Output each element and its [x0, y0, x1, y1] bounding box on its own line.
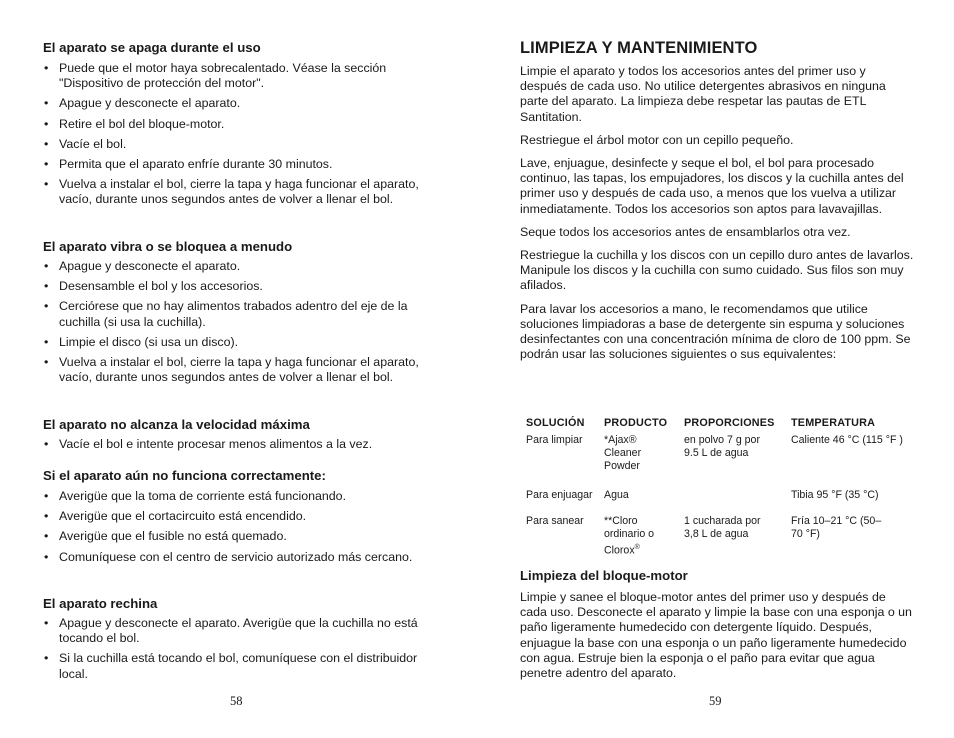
cleaning-solutions-table — [526, 414, 916, 558]
list-item: • Permita que el aparato enfríe durante 30 minutos. — [43, 157, 435, 172]
section-apaga — [43, 40, 435, 208]
subsection-heading: Limpieza del bloque-motor — [520, 568, 688, 583]
page-title: LIMPIEZA Y MANTENIMIENTO — [520, 39, 758, 57]
right-page — [520, 0, 915, 738]
table-cell-text: **Cloro ordinario o Clorox — [604, 515, 655, 557]
table-row — [526, 515, 916, 558]
list-item: • Desensamble el bol y los accesorios. — [43, 279, 435, 294]
table-cell — [604, 515, 684, 558]
paragraph: Seque todos los accesorios antes de ensamblarlos otra vez. — [520, 224, 851, 239]
list-item: • Vuelva a instalar el bol, cierre la tapa y haga funcionar el aparato, vacío, durante unos segundos antes de volver a llenar el bol. — [43, 177, 435, 207]
paragraph: Restriegue el árbol motor con un cepillo pequeño. — [520, 132, 794, 147]
list-item: • Apague y desconecte el aparato. — [43, 96, 435, 111]
intro-paragraphs — [520, 64, 915, 362]
section-rechina — [43, 596, 435, 682]
paragraph: Lave, enjuague, desinfecte y seque el bol, el bol para procesado continuo, las tapas, los empujadores, los discos y la cuchilla antes del primer uso y después de cada uso, a menos que los vuelva a utilizar inmediatamente. Todos los accesorios son aptos para lavavajillas. — [520, 156, 904, 216]
table-header: PRODUCTO — [604, 417, 668, 430]
list-item: • Averigüe que la toma de corriente está funcionando. — [43, 489, 435, 504]
table-cell: 1 cucharada por 3,8 L de agua — [684, 515, 761, 541]
table-header: PROPORCIONES — [684, 417, 775, 430]
list-item: • Averigüe que el cortacircuito está encendido. — [43, 509, 435, 524]
list-item: • Vuelva a instalar el bol, cierre la tapa y haga funcionar el aparato, vacío, durante unos segundos antes de volver a llenar el bol. — [43, 355, 435, 385]
paragraph: Restriegue la cuchilla y los discos con un cepillo duro antes de lavarlos. Manipule los discos y la cuchilla con sumo cuidado. Sus filos son muy afilados. — [520, 248, 914, 293]
table-cell: Tibia 95 °F (35 °C) — [791, 489, 879, 501]
list-item: • Apague y desconecte el aparato. — [43, 259, 435, 274]
list-item: • Vacíe el bol. — [43, 137, 435, 152]
table-cell: Para enjuagar — [526, 489, 593, 501]
left-page — [43, 0, 435, 738]
paragraph: Limpie el aparato y todos los accesorios antes del primer uso y después de cada uso. No utilice detergentes abrasivos en ninguna parte del aparato. La limpieza debe respetar las pautas de ETL Santitation. — [520, 64, 886, 124]
subsection-bloque-motor — [520, 568, 915, 681]
table-cell: Para limpiar — [526, 434, 583, 446]
page-number-left: 58 — [230, 694, 243, 708]
section-heading: Si el aparato aún no funciona correctamente: — [43, 468, 326, 483]
table-header: SOLUCIÓN — [526, 417, 585, 430]
list-item: • Si la cuchilla está tocando el bol, comuníquese con el distribuidor local. — [43, 651, 435, 681]
section-vibra — [43, 239, 435, 385]
list-item: • Cerciórese que no hay alimentos trabados adentro del eje de la cuchilla (si usa la cuchilla). — [43, 299, 435, 329]
table-cell — [684, 489, 791, 515]
table-row — [526, 489, 916, 515]
list-item: • Averigüe que el fusible no está quemado. — [43, 529, 435, 544]
paragraph: Limpie y sanee el bloque-motor antes del primer uso y después de cada uso. Desconecte el aparato y limpie la base con una esponja o un paño ligeramente humedecido con detergente líquido. Después, enjuague la base con una esponja o un paño ligeramente humedecido con agua. Estruje bien la esponja o el paño para evitar que agua penetre adentro del aparato. — [520, 590, 912, 681]
list-item: • Retire el bol del bloque-motor. — [43, 117, 435, 132]
list-item: • Vacíe el bol e intente procesar menos alimentos a la vez. — [43, 437, 435, 452]
table-cell: *Ajax® Cleaner Powder — [604, 434, 642, 473]
table-cell: Agua — [604, 489, 629, 501]
table-cell: en polvo 7 g por 9.5 L de agua — [684, 434, 760, 460]
section-heading: El aparato rechina — [43, 596, 158, 611]
list-item: • Apague y desconecte el aparato. Averigüe que la cuchilla no está tocando el bol. — [43, 616, 435, 646]
table-cell: Caliente 46 °C (115 °F ) — [791, 434, 903, 446]
list-item: • Puede que el motor haya sobrecalentado. Véase la sección "Dispositivo de protección del motor". — [43, 61, 435, 91]
table-header: TEMPERATURA — [791, 417, 876, 430]
table-cell: Para sanear — [526, 515, 584, 527]
section-heading: El aparato no alcanza la velocidad máxima — [43, 417, 310, 432]
section-heading: El aparato vibra o se bloquea a menudo — [43, 239, 293, 254]
table-cell: Fría 10–21 °C (50–70 °F) — [791, 515, 882, 541]
table-row — [526, 434, 916, 489]
paragraph: Para lavar los accesorios a mano, le recomendamos que utilice soluciones limpiadoras a base de detergente sin espuma y soluciones desinfectantes con una concentración mínima de cloro de 100 ppm. Se podrán usar las soluciones siguientes o sus equivalentes: — [520, 301, 911, 362]
section-heading: El aparato se apaga durante el uso — [43, 40, 261, 55]
list-item: • Limpie el disco (si usa un disco). — [43, 335, 435, 350]
list-item: • Comuníquese con el centro de servicio autorizado más cercano. — [43, 550, 435, 565]
section-velocidad — [43, 417, 435, 452]
registered-mark: ® — [634, 544, 640, 552]
page-number-right: 59 — [709, 694, 722, 708]
section-no-funciona — [43, 468, 435, 565]
